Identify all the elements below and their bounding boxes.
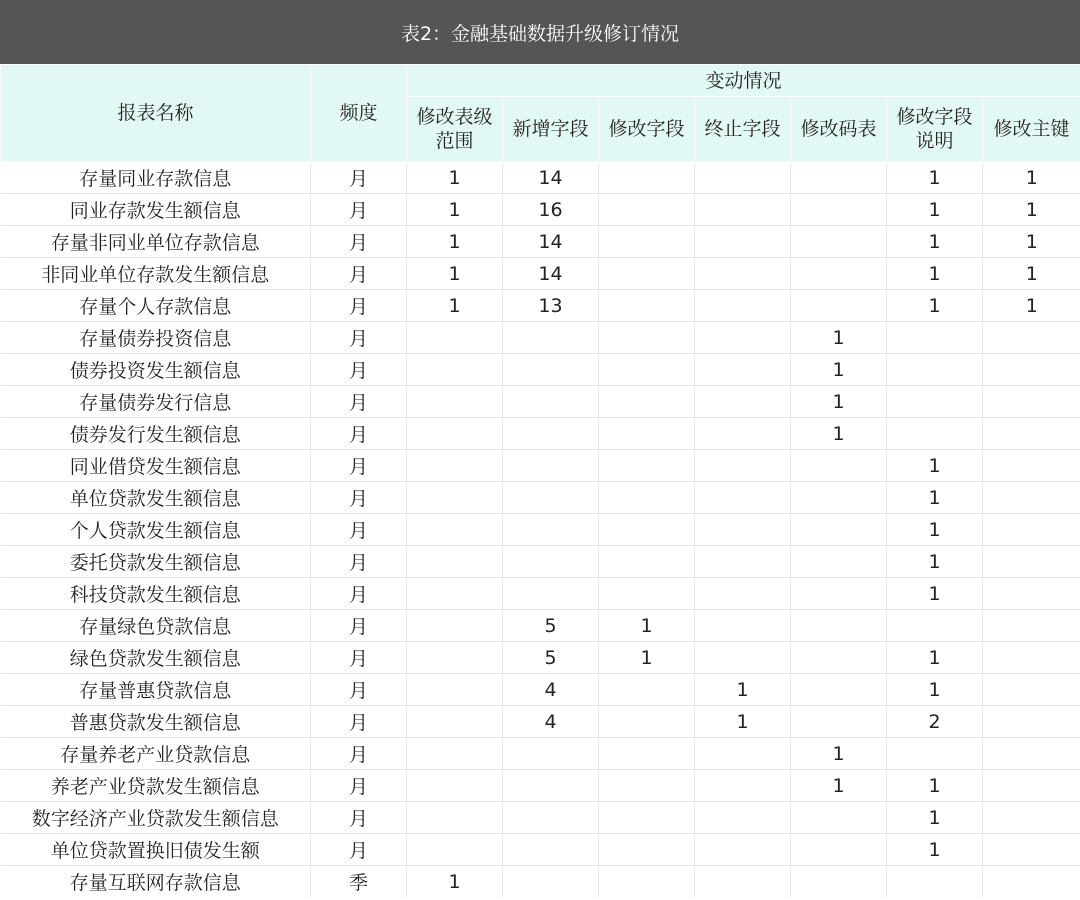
row-value-cell	[695, 482, 791, 514]
row-value-cell: 14	[503, 162, 599, 194]
row-value-cell	[503, 450, 599, 482]
row-value-cell	[407, 738, 503, 770]
row-value-cell	[503, 386, 599, 418]
row-value-cell	[599, 834, 695, 866]
row-value-cell	[695, 642, 791, 674]
row-value-cell	[983, 802, 1080, 834]
row-value-cell: 16	[503, 194, 599, 226]
row-value-cell: 1	[695, 706, 791, 738]
row-value-cell: 1	[407, 290, 503, 322]
row-value-cell: 1	[407, 162, 503, 194]
row-value-cell	[983, 386, 1080, 418]
header-column-label-line: 新增字段	[512, 118, 589, 140]
row-value-cell	[695, 802, 791, 834]
row-value-cell	[599, 354, 695, 386]
row-report-name: 单位贷款置换旧债发生额	[1, 834, 311, 866]
header-column-6	[887, 97, 983, 162]
row-value-cell	[695, 290, 791, 322]
header-column-label-line: 终止字段	[704, 118, 781, 140]
row-value-cell: 1	[887, 482, 983, 514]
row-report-name: 存量同业存款信息	[1, 162, 311, 194]
row-frequency: 月	[311, 514, 407, 546]
row-value-cell	[695, 610, 791, 642]
row-value-cell: 4	[503, 674, 599, 706]
row-value-cell: 1	[791, 322, 887, 354]
row-value-cell: 1	[407, 194, 503, 226]
row-value-cell	[503, 514, 599, 546]
row-value-cell	[407, 450, 503, 482]
row-value-cell	[695, 354, 791, 386]
row-frequency: 月	[311, 610, 407, 642]
row-value-cell: 1	[695, 674, 791, 706]
header-row-top	[1, 65, 1080, 97]
row-value-cell	[695, 578, 791, 610]
row-report-name: 存量绿色贷款信息	[1, 610, 311, 642]
row-value-cell	[983, 322, 1080, 354]
table-row	[1, 386, 1080, 418]
row-value-cell	[887, 354, 983, 386]
row-value-cell	[983, 354, 1080, 386]
row-value-cell: 1	[791, 354, 887, 386]
header-column-label-line: 修改主键	[993, 118, 1070, 140]
row-value-cell	[887, 610, 983, 642]
row-value-cell: 2	[887, 706, 983, 738]
row-report-name: 委托贷款发生额信息	[1, 546, 311, 578]
row-value-cell	[695, 386, 791, 418]
row-report-name: 绿色贷款发生额信息	[1, 642, 311, 674]
row-frequency: 月	[311, 674, 407, 706]
row-value-cell	[407, 770, 503, 802]
row-value-cell	[983, 738, 1080, 770]
row-value-cell: 1	[791, 386, 887, 418]
row-value-cell	[791, 546, 887, 578]
row-value-cell: 1	[983, 258, 1080, 290]
row-value-cell	[599, 578, 695, 610]
row-value-cell: 1	[407, 226, 503, 258]
table-row	[1, 418, 1080, 450]
row-value-cell	[503, 802, 599, 834]
row-frequency: 月	[311, 258, 407, 290]
row-value-cell	[791, 802, 887, 834]
row-value-cell: 1	[791, 770, 887, 802]
table-row	[1, 162, 1080, 194]
table-header	[1, 65, 1080, 162]
row-value-cell: 1	[887, 578, 983, 610]
row-value-cell	[983, 834, 1080, 866]
row-value-cell	[407, 706, 503, 738]
row-report-name: 存量债券投资信息	[1, 322, 311, 354]
row-report-name: 存量养老产业贷款信息	[1, 738, 311, 770]
table-row	[1, 834, 1080, 866]
row-value-cell	[407, 546, 503, 578]
row-value-cell: 1	[887, 674, 983, 706]
row-report-name: 存量个人存款信息	[1, 290, 311, 322]
row-value-cell: 4	[503, 706, 599, 738]
row-value-cell	[407, 322, 503, 354]
table-row	[1, 674, 1080, 706]
header-frequency: 频度	[311, 65, 407, 162]
header-column-1	[407, 97, 503, 162]
table-row	[1, 354, 1080, 386]
row-value-cell	[983, 706, 1080, 738]
row-frequency: 月	[311, 738, 407, 770]
row-value-cell: 1	[407, 258, 503, 290]
row-value-cell	[407, 834, 503, 866]
row-value-cell	[791, 226, 887, 258]
row-frequency: 月	[311, 834, 407, 866]
row-value-cell	[407, 418, 503, 450]
row-value-cell	[791, 834, 887, 866]
row-frequency: 月	[311, 450, 407, 482]
table-row	[1, 802, 1080, 834]
row-report-name: 债券发行发生额信息	[1, 418, 311, 450]
row-value-cell	[503, 738, 599, 770]
header-column-4	[695, 97, 791, 162]
row-value-cell	[599, 322, 695, 354]
row-report-name: 存量非同业单位存款信息	[1, 226, 311, 258]
row-value-cell: 1	[887, 834, 983, 866]
row-value-cell	[599, 738, 695, 770]
table-row	[1, 770, 1080, 802]
row-value-cell	[599, 290, 695, 322]
header-column-label-line: 范围	[435, 130, 474, 152]
row-value-cell	[407, 482, 503, 514]
row-report-name: 科技贷款发生额信息	[1, 578, 311, 610]
row-report-name: 存量债券发行信息	[1, 386, 311, 418]
row-value-cell	[983, 546, 1080, 578]
row-value-cell	[695, 226, 791, 258]
row-value-cell	[695, 546, 791, 578]
table-row	[1, 450, 1080, 482]
row-value-cell	[695, 514, 791, 546]
header-column-label-line: 修改字段	[896, 106, 973, 128]
row-value-cell: 1	[599, 642, 695, 674]
row-value-cell: 1	[887, 258, 983, 290]
row-value-cell	[599, 706, 695, 738]
row-value-cell	[407, 354, 503, 386]
row-value-cell	[599, 450, 695, 482]
row-report-name: 数字经济产业贷款发生额信息	[1, 802, 311, 834]
row-value-cell: 1	[791, 738, 887, 770]
row-value-cell	[503, 770, 599, 802]
row-value-cell	[407, 674, 503, 706]
row-value-cell	[599, 258, 695, 290]
row-value-cell: 1	[887, 290, 983, 322]
row-value-cell	[407, 802, 503, 834]
row-value-cell	[599, 194, 695, 226]
row-frequency: 月	[311, 418, 407, 450]
row-value-cell: 14	[503, 226, 599, 258]
row-value-cell	[791, 610, 887, 642]
row-frequency: 月	[311, 642, 407, 674]
row-value-cell: 1	[887, 802, 983, 834]
row-value-cell	[599, 866, 695, 898]
table-row	[1, 706, 1080, 738]
header-report-name: 报表名称	[1, 65, 311, 162]
row-frequency: 月	[311, 194, 407, 226]
row-value-cell	[983, 418, 1080, 450]
row-value-cell	[503, 418, 599, 450]
row-value-cell	[791, 866, 887, 898]
row-value-cell: 1	[887, 546, 983, 578]
row-value-cell: 5	[503, 642, 599, 674]
row-value-cell	[407, 610, 503, 642]
header-column-7	[983, 97, 1080, 162]
row-value-cell: 1	[791, 418, 887, 450]
table-row	[1, 482, 1080, 514]
row-value-cell: 1	[887, 226, 983, 258]
row-report-name: 养老产业贷款发生额信息	[1, 770, 311, 802]
row-value-cell: 1	[983, 290, 1080, 322]
row-report-name: 同业存款发生额信息	[1, 194, 311, 226]
row-frequency: 季	[311, 866, 407, 898]
row-value-cell	[407, 386, 503, 418]
row-value-cell	[407, 514, 503, 546]
row-value-cell	[791, 290, 887, 322]
row-value-cell	[599, 418, 695, 450]
row-value-cell	[599, 514, 695, 546]
row-value-cell	[599, 546, 695, 578]
row-value-cell	[983, 866, 1080, 898]
row-value-cell	[983, 610, 1080, 642]
row-value-cell	[983, 674, 1080, 706]
row-value-cell: 1	[887, 194, 983, 226]
row-frequency: 月	[311, 386, 407, 418]
header-column-label-line: 修改表级	[416, 106, 493, 128]
row-value-cell	[983, 450, 1080, 482]
row-value-cell	[887, 322, 983, 354]
row-value-cell: 1	[887, 162, 983, 194]
row-value-cell	[791, 194, 887, 226]
table-row	[1, 610, 1080, 642]
table-row	[1, 258, 1080, 290]
row-report-name: 存量普惠贷款信息	[1, 674, 311, 706]
row-value-cell	[503, 482, 599, 514]
row-frequency: 月	[311, 578, 407, 610]
row-report-name: 非同业单位存款发生额信息	[1, 258, 311, 290]
row-value-cell	[599, 674, 695, 706]
row-value-cell	[599, 802, 695, 834]
header-column-3	[599, 97, 695, 162]
row-value-cell	[791, 706, 887, 738]
row-value-cell	[695, 258, 791, 290]
row-frequency: 月	[311, 482, 407, 514]
row-report-name: 债券投资发生额信息	[1, 354, 311, 386]
table-row	[1, 642, 1080, 674]
row-value-cell	[599, 482, 695, 514]
row-frequency: 月	[311, 162, 407, 194]
table-row	[1, 866, 1080, 898]
row-value-cell	[695, 194, 791, 226]
row-frequency: 月	[311, 706, 407, 738]
table-row	[1, 322, 1080, 354]
row-value-cell	[887, 738, 983, 770]
row-report-name: 存量互联网存款信息	[69, 872, 241, 894]
row-value-cell: 13	[503, 290, 599, 322]
row-value-cell: 1	[983, 194, 1080, 226]
row-value-cell: 1	[983, 226, 1080, 258]
header-column-5	[791, 97, 887, 162]
table-row	[1, 578, 1080, 610]
table-row	[1, 738, 1080, 770]
row-value-cell	[983, 578, 1080, 610]
table-row	[1, 514, 1080, 546]
row-value-cell	[503, 866, 599, 898]
row-value-cell	[791, 258, 887, 290]
row-value-cell	[599, 226, 695, 258]
row-frequency: 月	[311, 546, 407, 578]
header-change-group: 变动情况	[407, 65, 1080, 97]
row-value-cell	[791, 450, 887, 482]
row-value-cell: 5	[503, 610, 599, 642]
header-column-label-line: 修改字段	[608, 118, 685, 140]
table-title: 表2：金融基础数据升级修订情况	[0, 0, 1080, 64]
row-value-cell	[695, 738, 791, 770]
row-value-cell: 1	[983, 162, 1080, 194]
row-value-cell	[983, 514, 1080, 546]
row-value-cell	[695, 866, 791, 898]
row-report-name: 个人贷款发生额信息	[1, 514, 311, 546]
row-value-cell	[983, 770, 1080, 802]
row-value-cell	[983, 642, 1080, 674]
table-row	[1, 194, 1080, 226]
row-value-cell	[791, 674, 887, 706]
row-value-cell: 1	[887, 514, 983, 546]
row-value-cell: 1	[887, 770, 983, 802]
row-value-cell	[599, 770, 695, 802]
row-frequency: 月	[311, 354, 407, 386]
row-value-cell: 14	[503, 258, 599, 290]
row-value-cell	[791, 482, 887, 514]
row-frequency: 月	[311, 770, 407, 802]
row-value-cell	[791, 578, 887, 610]
table-row	[1, 226, 1080, 258]
row-value-cell: 1	[599, 610, 695, 642]
header-column-label-line: 修改码表	[800, 118, 877, 140]
row-value-cell	[695, 834, 791, 866]
row-value-cell	[887, 866, 983, 898]
table-body	[1, 162, 1080, 898]
row-value-cell: 1	[407, 866, 503, 898]
row-value-cell	[503, 354, 599, 386]
row-value-cell	[503, 578, 599, 610]
row-value-cell	[887, 386, 983, 418]
row-value-cell	[887, 418, 983, 450]
row-frequency: 月	[311, 322, 407, 354]
header-column-label-line: 说明	[915, 130, 954, 152]
row-value-cell	[791, 642, 887, 674]
table-row	[1, 290, 1080, 322]
row-report-name: 单位贷款发生额信息	[1, 482, 311, 514]
row-value-cell	[503, 546, 599, 578]
row-value-cell	[791, 514, 887, 546]
row-report-name: 同业借贷发生额信息	[1, 450, 311, 482]
row-value-cell: 1	[887, 642, 983, 674]
table-row	[1, 546, 1080, 578]
row-value-cell: 1	[887, 450, 983, 482]
row-frequency: 月	[311, 290, 407, 322]
row-value-cell	[695, 450, 791, 482]
row-value-cell	[407, 642, 503, 674]
row-value-cell	[695, 162, 791, 194]
row-value-cell	[503, 834, 599, 866]
row-value-cell	[503, 322, 599, 354]
row-value-cell	[599, 386, 695, 418]
row-value-cell	[695, 418, 791, 450]
row-value-cell	[599, 162, 695, 194]
row-value-cell	[407, 578, 503, 610]
row-report-name: 普惠贷款发生额信息	[1, 706, 311, 738]
header-column-2	[503, 97, 599, 162]
row-value-cell	[695, 322, 791, 354]
row-value-cell	[791, 162, 887, 194]
row-value-cell	[983, 482, 1080, 514]
row-frequency: 月	[311, 226, 407, 258]
revision-table	[0, 64, 1080, 897]
row-value-cell	[695, 770, 791, 802]
row-frequency: 月	[311, 802, 407, 834]
